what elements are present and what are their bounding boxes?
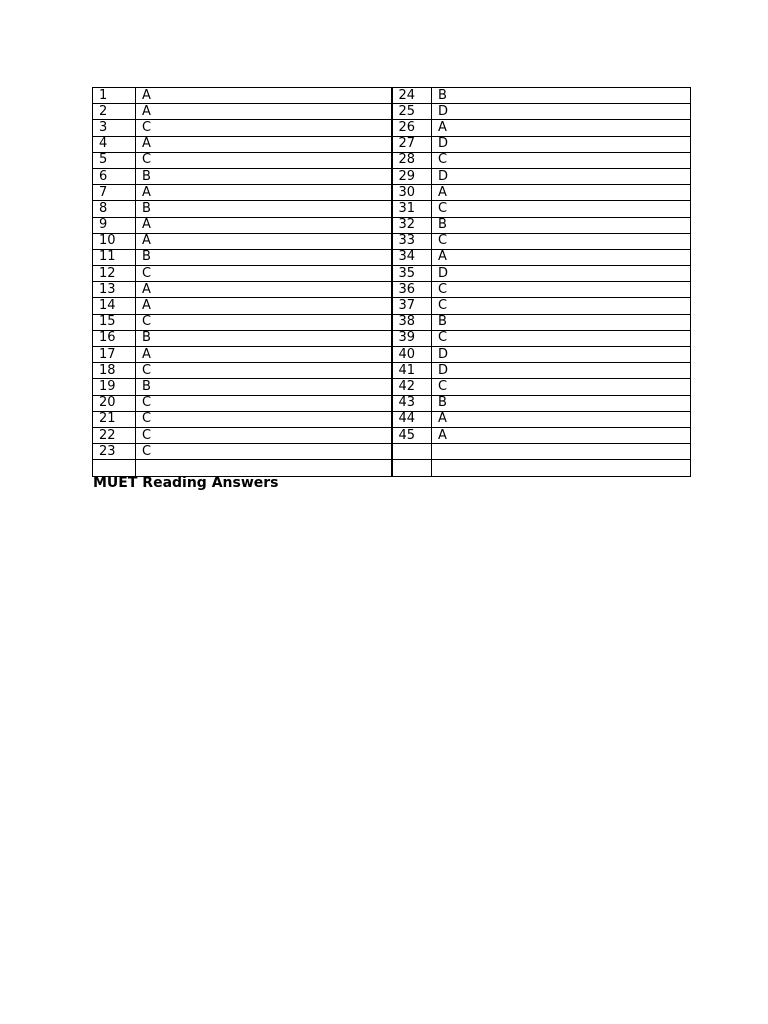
question-number-cell: 15 (93, 314, 136, 330)
table-row (93, 363, 691, 379)
answer-cell: D (432, 136, 691, 152)
table-row (93, 201, 691, 217)
table-row (93, 330, 691, 346)
answer-cell: A (432, 411, 691, 427)
question-number-cell: 12 (93, 266, 136, 282)
question-number-cell: 41 (392, 363, 432, 379)
question-number-cell: 18 (93, 363, 136, 379)
answer-cell: D (432, 347, 691, 363)
answer-cell: B (136, 201, 392, 217)
question-number-cell: 28 (392, 152, 432, 168)
answer-cell: C (136, 427, 392, 443)
table-row (93, 249, 691, 265)
question-number-cell: 19 (93, 379, 136, 395)
answer-cell: C (432, 152, 691, 168)
question-number-cell: 40 (392, 347, 432, 363)
answer-table-body (93, 88, 691, 477)
answer-cell: D (432, 363, 691, 379)
table-row (93, 298, 691, 314)
question-number-cell: 5 (93, 152, 136, 168)
question-number-cell: 36 (392, 282, 432, 298)
answer-cell: C (136, 266, 392, 282)
question-number-cell: 3 (93, 120, 136, 136)
table-row (93, 347, 691, 363)
table-row (93, 379, 691, 395)
answer-cell: B (136, 379, 392, 395)
question-number-cell (93, 460, 136, 476)
answer-cell: A (136, 233, 392, 249)
question-number-cell: 6 (93, 168, 136, 184)
answer-cell (136, 460, 392, 476)
answer-cell: C (432, 233, 691, 249)
question-number-cell: 30 (392, 185, 432, 201)
question-number-cell: 38 (392, 314, 432, 330)
table-row (93, 217, 691, 233)
answer-cell: A (136, 347, 392, 363)
table-row (93, 88, 691, 104)
table-row (93, 314, 691, 330)
question-number-cell: 31 (392, 201, 432, 217)
answer-cell: A (432, 120, 691, 136)
question-number-cell: 1 (93, 88, 136, 104)
answer-cell: A (136, 104, 392, 120)
answer-cell: B (432, 395, 691, 411)
table-row (93, 136, 691, 152)
answer-cell: C (136, 120, 392, 136)
answer-cell: A (136, 88, 392, 104)
answer-cell: A (136, 217, 392, 233)
question-number-cell: 22 (93, 427, 136, 443)
question-number-cell: 11 (93, 249, 136, 265)
question-number-cell: 44 (392, 411, 432, 427)
table-row (93, 104, 691, 120)
answer-cell: A (432, 185, 691, 201)
answer-cell: A (136, 282, 392, 298)
question-number-cell: 34 (392, 249, 432, 265)
answer-cell: C (432, 298, 691, 314)
table-row (93, 411, 691, 427)
question-number-cell: 45 (392, 427, 432, 443)
question-number-cell: 17 (93, 347, 136, 363)
answer-cell: C (432, 201, 691, 217)
document-caption: MUET Reading Answers (93, 475, 279, 491)
answer-cell: D (432, 104, 691, 120)
answer-cell: C (136, 444, 392, 460)
answer-cell: C (432, 330, 691, 346)
answer-cell: C (136, 152, 392, 168)
table-row (93, 266, 691, 282)
question-number-cell: 20 (93, 395, 136, 411)
table-row (93, 168, 691, 184)
answer-cell: C (136, 314, 392, 330)
question-number-cell: 16 (93, 330, 136, 346)
table-row (93, 460, 691, 476)
answer-cell: B (432, 217, 691, 233)
question-number-cell: 35 (392, 266, 432, 282)
question-number-cell: 25 (392, 104, 432, 120)
question-number-cell: 4 (93, 136, 136, 152)
answer-cell: C (432, 282, 691, 298)
answer-cell: A (432, 427, 691, 443)
answer-cell: A (432, 249, 691, 265)
table-row (93, 395, 691, 411)
answer-cell: A (136, 298, 392, 314)
question-number-cell: 9 (93, 217, 136, 233)
question-number-cell: 33 (392, 233, 432, 249)
question-number-cell: 24 (392, 88, 432, 104)
answer-cell (432, 460, 691, 476)
answer-cell: C (136, 411, 392, 427)
answer-cell: C (136, 363, 392, 379)
table-row (93, 152, 691, 168)
question-number-cell: 8 (93, 201, 136, 217)
answer-cell: B (136, 330, 392, 346)
table-row (93, 120, 691, 136)
answer-cell: D (432, 168, 691, 184)
question-number-cell: 43 (392, 395, 432, 411)
answer-cell (432, 444, 691, 460)
answer-cell: A (136, 136, 392, 152)
table-row (93, 185, 691, 201)
question-number-cell: 7 (93, 185, 136, 201)
table-row (93, 233, 691, 249)
answer-cell: B (136, 249, 392, 265)
answer-cell: A (136, 185, 392, 201)
question-number-cell: 39 (392, 330, 432, 346)
answer-cell: B (432, 88, 691, 104)
answer-table (92, 87, 691, 477)
question-number-cell: 10 (93, 233, 136, 249)
question-number-cell: 32 (392, 217, 432, 233)
answer-cell: B (432, 314, 691, 330)
answer-cell: B (136, 168, 392, 184)
table-row (93, 427, 691, 443)
question-number-cell: 23 (93, 444, 136, 460)
question-number-cell: 26 (392, 120, 432, 136)
question-number-cell: 2 (93, 104, 136, 120)
question-number-cell: 42 (392, 379, 432, 395)
question-number-cell: 21 (93, 411, 136, 427)
question-number-cell (392, 460, 432, 476)
question-number-cell: 37 (392, 298, 432, 314)
question-number-cell: 27 (392, 136, 432, 152)
table-row (93, 282, 691, 298)
answer-cell: C (432, 379, 691, 395)
answer-cell: D (432, 266, 691, 282)
question-number-cell: 29 (392, 168, 432, 184)
table-row (93, 444, 691, 460)
question-number-cell: 13 (93, 282, 136, 298)
answer-cell: C (136, 395, 392, 411)
question-number-cell: 14 (93, 298, 136, 314)
question-number-cell (392, 444, 432, 460)
